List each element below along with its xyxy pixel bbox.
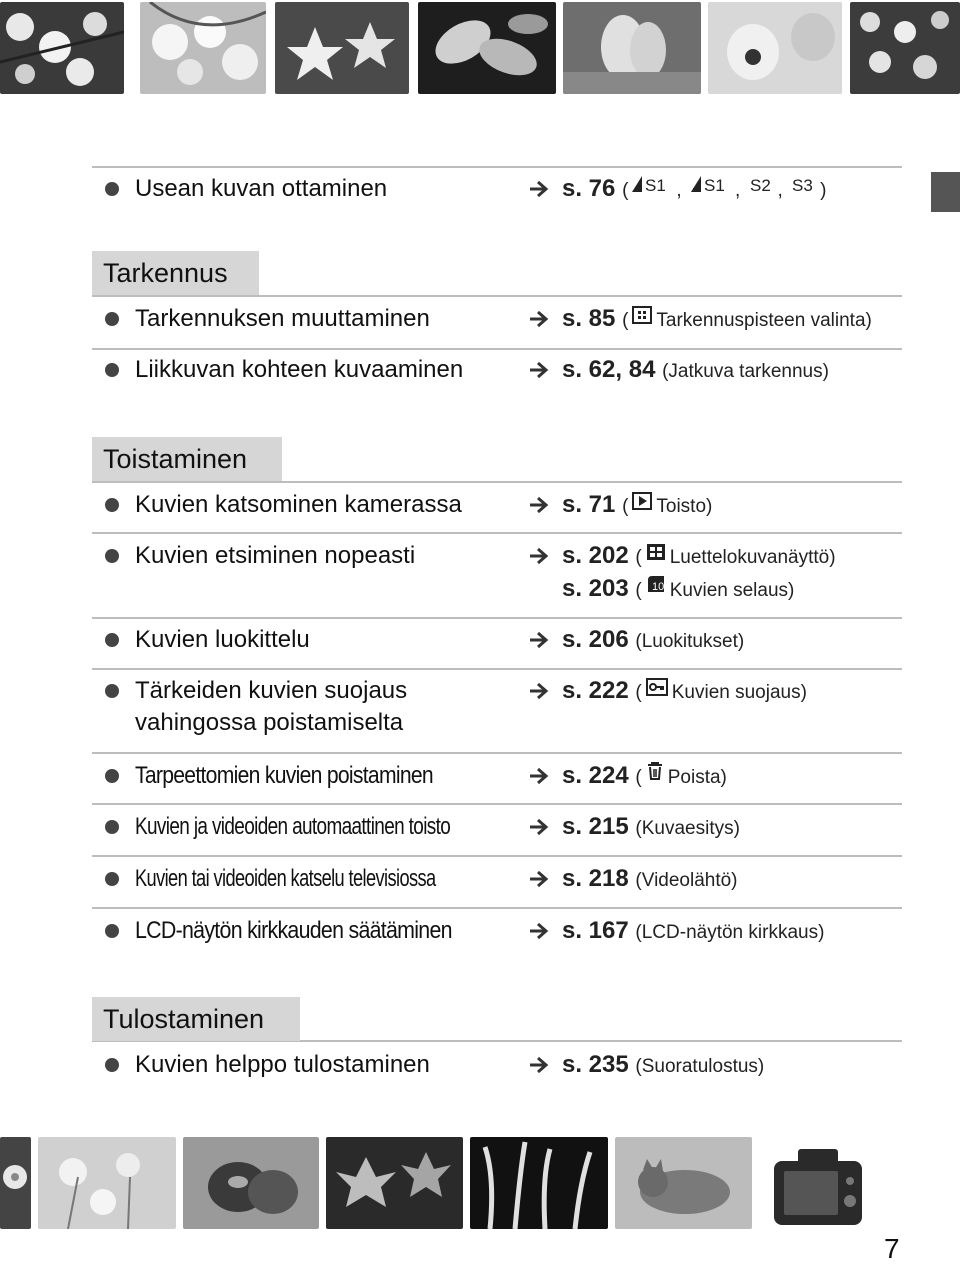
page-reference: s. 202 ( Luettelokuvanäyttö): [562, 540, 836, 575]
ref-note: ( S1 , S1 , S2 , S3 ): [622, 180, 826, 201]
maple-leaves-photo: [326, 1137, 463, 1229]
list-item: [92, 353, 902, 387]
section-header-tarkennus: Tarkennus: [92, 251, 259, 295]
bullet-icon: [105, 684, 119, 698]
section-header-toistaminen: Toistaminen: [92, 437, 282, 481]
ref-note: ( Tarkennuspisteen valinta): [622, 310, 872, 331]
jump-icon: [646, 573, 666, 605]
ref-note: (Luokitukset): [635, 631, 745, 652]
divider: [92, 907, 902, 909]
bullet-icon: [105, 924, 119, 938]
af-point-icon: [632, 303, 652, 335]
section-header-tulostaminen: Tulostaminen: [92, 997, 300, 1041]
arrow-right-icon: [528, 360, 550, 380]
page-reference: s. 62, 84 (Jatkuva tarkennus): [562, 356, 829, 383]
divider: [92, 166, 902, 168]
svg-text:S1: S1: [703, 176, 725, 195]
ref-note: (Videolähtö): [635, 870, 738, 891]
drive-single-s1-icon: [632, 173, 672, 205]
item-label: Kuvien katsominen kamerassa: [135, 491, 462, 518]
list-item: [92, 488, 902, 522]
item-label: Kuvien tai videoiden katselu televisiossa: [135, 865, 436, 892]
list-item: [92, 914, 902, 948]
item-label: Tarpeettomien kuvien poistaminen: [135, 762, 433, 789]
item-label: Tärkeiden kuvien suojaus: [135, 677, 408, 704]
bullet-icon: [105, 872, 119, 886]
bullet-icon: [105, 182, 119, 196]
divider: [92, 855, 902, 857]
page-reference: s. 218 (Videolähtö): [562, 865, 738, 892]
drive-s2-icon: [750, 173, 774, 205]
page-reference: s. 71 ( Toisto): [562, 489, 712, 524]
bullet-icon: [105, 820, 119, 834]
list-item: [92, 862, 902, 896]
page-reference: s. 85 ( Tarkennuspisteen valinta): [562, 303, 872, 338]
list-item: [92, 572, 902, 606]
divider: [92, 348, 902, 350]
chestnut-photo: [183, 1137, 319, 1229]
ref-note: (LCD-näytön kirkkaus): [635, 922, 825, 943]
arrow-right-icon: [528, 921, 550, 941]
item-label: Kuvien helppo tulostaminen: [135, 1051, 430, 1078]
ref-note: ( Poista): [635, 767, 726, 788]
arrow-right-icon: [528, 1055, 550, 1075]
arrow-right-icon: [528, 495, 550, 515]
item-label: Kuvien luokittelu: [135, 626, 310, 653]
list-item: [92, 674, 902, 740]
bullet-icon: [105, 1058, 119, 1072]
bottom-photo-strip: [0, 1137, 960, 1229]
list-item: [92, 539, 902, 573]
item-label: Usean kuvan ottaminen: [135, 175, 388, 202]
divider: [92, 532, 902, 534]
ref-note: ( Toisto): [622, 496, 712, 517]
ref-note: (Kuvaesitys): [635, 818, 740, 839]
item-label: LCD-näytön kirkkauden säätäminen: [135, 917, 452, 944]
poppy-photo: [708, 2, 842, 94]
cosmos-photo: [38, 1137, 176, 1229]
arrow-right-icon: [528, 179, 550, 199]
divider: [92, 617, 902, 619]
svg-text:S2: S2: [749, 176, 771, 195]
drive-continuous-s1-icon: [691, 173, 731, 205]
magnolia-photo: [563, 2, 701, 94]
item-label: Kuvien ja videoiden automaattinen toisto: [135, 813, 451, 840]
playback-icon: [632, 489, 652, 521]
page-ref-text: s. 76: [562, 175, 616, 202]
ref-note: ( Luettelokuvanäyttö): [635, 547, 835, 568]
bullet-icon: [105, 549, 119, 563]
chapter-tab-marker: [931, 172, 960, 212]
list-item: [92, 1048, 902, 1082]
list-item: [92, 172, 902, 206]
page-reference: [562, 173, 826, 208]
leaves-photo: [418, 2, 556, 94]
daisy-photo: [0, 1137, 31, 1229]
svg-text:10: 10: [651, 581, 664, 594]
divider: [92, 295, 902, 297]
ref-note: (Suoratulostus): [635, 1056, 765, 1077]
star-flowers-photo: [275, 2, 409, 94]
divider: [92, 668, 902, 670]
top-photo-strip: [0, 0, 960, 95]
cat-photo: [615, 1137, 752, 1229]
arrow-right-icon: [528, 869, 550, 889]
list-item: [92, 302, 902, 336]
camera-photo: [770, 1141, 866, 1229]
list-item: [92, 623, 902, 657]
trash-icon: [646, 760, 664, 792]
page-reference: s. 215 (Kuvaesitys): [562, 813, 740, 840]
list-item: [92, 810, 902, 844]
bullet-icon: [105, 633, 119, 647]
blossom-photo: [0, 2, 124, 94]
item-label: Liikkuvan kohteen kuvaaminen: [135, 356, 464, 383]
bullet-icon: [105, 312, 119, 326]
page-reference: s. 167 (LCD-näytön kirkkaus): [562, 917, 825, 944]
bullet-icon: [105, 769, 119, 783]
item-label-line2: vahingossa poistamiselta: [135, 709, 404, 736]
page-reference: s. 206 (Luokitukset): [562, 626, 745, 653]
cherry-blossom-photo: [140, 2, 266, 94]
arrow-right-icon: [528, 309, 550, 329]
svg-text:S1: S1: [645, 176, 667, 195]
small-flowers-photo: [850, 2, 960, 94]
ref-note: (Jatkuva tarkennus): [662, 361, 829, 382]
bullet-icon: [105, 363, 119, 377]
item-label: Kuvien etsiminen nopeasti: [135, 542, 416, 569]
bullet-icon: [105, 498, 119, 512]
page-reference: s. 222 ( Kuvien suojaus): [562, 675, 807, 710]
arrow-right-icon: [528, 817, 550, 837]
page-reference: s. 235 (Suoratulostus): [562, 1051, 765, 1078]
item-label: Tarkennuksen muuttaminen: [135, 305, 430, 332]
divider: [92, 752, 902, 754]
protect-icon: [646, 675, 668, 707]
arrow-right-icon: [528, 546, 550, 566]
ref-note: ( Kuvien suojaus): [635, 682, 807, 703]
page-number: 7: [884, 1233, 900, 1264]
page-reference: s. 224 ( Poista): [562, 760, 727, 795]
arrow-right-icon: [528, 630, 550, 650]
ref-note: ( 10 Kuvien selaus): [635, 580, 794, 601]
svg-text:S3: S3: [792, 176, 813, 195]
arrow-right-icon: [528, 681, 550, 701]
divider: [92, 481, 902, 483]
arrow-right-icon: [528, 766, 550, 786]
page-reference: s. 203 ( 10 Kuvien selaus): [562, 573, 794, 608]
list-item: [92, 759, 902, 793]
divider: [92, 803, 902, 805]
drive-s3-icon: [792, 173, 816, 205]
index-icon: [646, 540, 666, 572]
grass-flowers-photo: [470, 1137, 608, 1229]
